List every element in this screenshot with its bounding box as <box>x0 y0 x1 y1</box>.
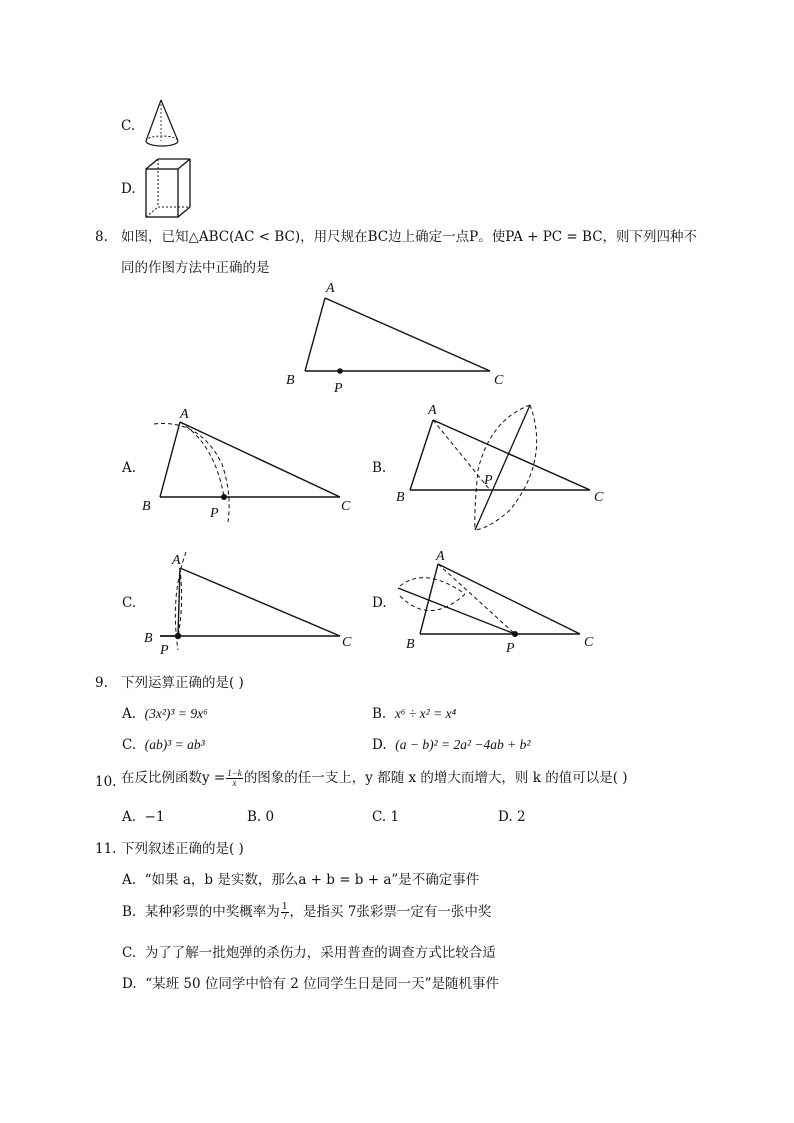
q11-option-b-key: B. <box>122 904 137 920</box>
q8-d-label-a: A <box>436 549 445 564</box>
q10-option-c-text: 1 <box>390 809 400 825</box>
q8-a-label-a: A <box>180 407 189 422</box>
q8-main-triangle <box>280 276 520 396</box>
q8-a-label-b: B <box>142 499 151 514</box>
q8-main-label-p: P <box>334 381 343 396</box>
q8-stem-line1: 如图，已知△ABC(AC < BC)，用尺规在BC边上确定一点P。使PA + PC = BC，则下列四种不 <box>121 229 698 245</box>
q10-stem-before: 在反比例函数y = <box>121 770 226 786</box>
q7-option-c-label: C. <box>121 118 136 134</box>
q8-option-d-key: D. <box>372 595 387 611</box>
q8-c-label-c: C <box>342 635 352 650</box>
q10-option-b-text: 0 <box>265 809 275 825</box>
q9-option-d <box>372 736 530 754</box>
q10-option-c <box>372 808 399 826</box>
q8-option-a-figure <box>140 404 360 529</box>
q8-option-b-key: B. <box>372 460 387 476</box>
q11-option-b-text-before: 某种彩票的中奖概率为 <box>144 904 280 920</box>
q11-option-b-fraction <box>281 903 289 922</box>
q8-main-label-b: B <box>286 373 295 388</box>
q8-number: 8. <box>95 229 108 245</box>
q8-b-label-b: B <box>396 490 405 505</box>
q8-option-c-key: C. <box>122 595 137 611</box>
q8-option-b-figure <box>390 400 620 535</box>
cone-figure <box>140 96 190 152</box>
q9-option-a-key: A. <box>122 706 137 722</box>
q10-option-a-key: A. <box>122 809 137 825</box>
q11-option-a <box>122 871 479 889</box>
q11-option-d-key: D. <box>122 976 137 992</box>
q8-b-label-p: P <box>484 473 493 488</box>
q8-c-label-b: B <box>144 631 153 646</box>
q11-option-a-text: “如果 a，b 是实数，那么a + b = b + a”是不确定事件 <box>144 872 480 888</box>
q8-a-label-c: C <box>341 499 351 514</box>
q10-fraction <box>226 769 243 788</box>
q11-option-a-key: A. <box>122 872 137 888</box>
q9-option-c-key: C. <box>122 737 137 753</box>
q10-option-b-key: B. <box>247 809 262 825</box>
q9-number: 9. <box>95 675 108 691</box>
q8-a-label-p: P <box>210 506 219 521</box>
q10-frac-num: 1−k <box>227 768 242 778</box>
q8-c-label-p: P <box>160 643 169 658</box>
q11-option-b-text-after: ，是指买 7张彩票一定有一张中奖 <box>289 904 492 920</box>
q9-option-d-key: D. <box>372 737 387 753</box>
q11-stem: 下列叙述正确的是( ) <box>121 841 244 857</box>
q10-option-a <box>122 808 165 826</box>
q10-number: 10. <box>95 774 117 790</box>
q10-option-b <box>247 808 274 826</box>
q8-d-label-b: B <box>406 637 415 652</box>
q8-b-label-a: A <box>428 403 437 418</box>
q8-stem-line2: 同的作图方法中正确的是 <box>121 260 270 276</box>
q7-option-d-label: D. <box>121 181 136 197</box>
q8-d-label-p: P <box>506 641 515 656</box>
q10-option-d-key: D. <box>498 809 513 825</box>
q11-option-b <box>122 903 491 922</box>
q8-main-label-c: C <box>494 373 504 388</box>
prism-figure <box>144 157 196 221</box>
q10-frac-den: x <box>232 778 237 788</box>
q8-main-label-a: A <box>326 281 335 296</box>
q8-d-label-c: C <box>584 635 594 650</box>
q11-b-frac-num: 1 <box>281 902 288 912</box>
q11-option-c-text: 为了了解一批炮弹的杀伤力，采用普查的调查方式比较合适 <box>144 945 496 961</box>
q8-option-c-figure <box>140 546 360 656</box>
q9-option-d-text: (a − b)² = 2a² −4ab + b² <box>395 737 531 752</box>
q10-stem <box>121 769 628 788</box>
q10-stem-after: 的图象的任一支上，y 都随 x 的增大而增大，则 k 的值可以是( ) <box>243 770 628 786</box>
q11-option-d <box>122 975 499 993</box>
q10-option-a-text: −1 <box>144 809 165 825</box>
q9-stem: 下列运算正确的是( ) <box>121 675 244 691</box>
q9-option-c <box>122 736 205 754</box>
q11-number: 11. <box>95 841 117 857</box>
q8-c-label-a: A <box>172 553 181 568</box>
q8-option-d-figure <box>390 546 610 656</box>
q11-option-d-text: “某班 50 位同学中恰有 2 位同学生日是同一天”是随机事件 <box>145 976 499 992</box>
q11-option-c <box>122 944 496 962</box>
q9-option-b-key: B. <box>372 706 387 722</box>
q9-option-c-text: (ab)³ = ab³ <box>144 737 205 752</box>
q9-option-b-text: x⁶ ÷ x² = x⁴ <box>394 706 457 721</box>
q10-option-d-text: 2 <box>516 809 526 825</box>
q9-option-a <box>122 705 208 723</box>
q9-option-b <box>372 705 456 723</box>
q11-option-c-key: C. <box>122 945 137 961</box>
q9-option-a-text: (3x²)³ = 9x⁶ <box>144 706 208 721</box>
q10-option-d <box>498 808 526 826</box>
q8-option-a-key: A. <box>122 460 137 476</box>
q8-b-label-c: C <box>594 490 604 505</box>
q11-b-frac-den: 7 <box>281 912 288 922</box>
q10-option-c-key: C. <box>372 809 387 825</box>
